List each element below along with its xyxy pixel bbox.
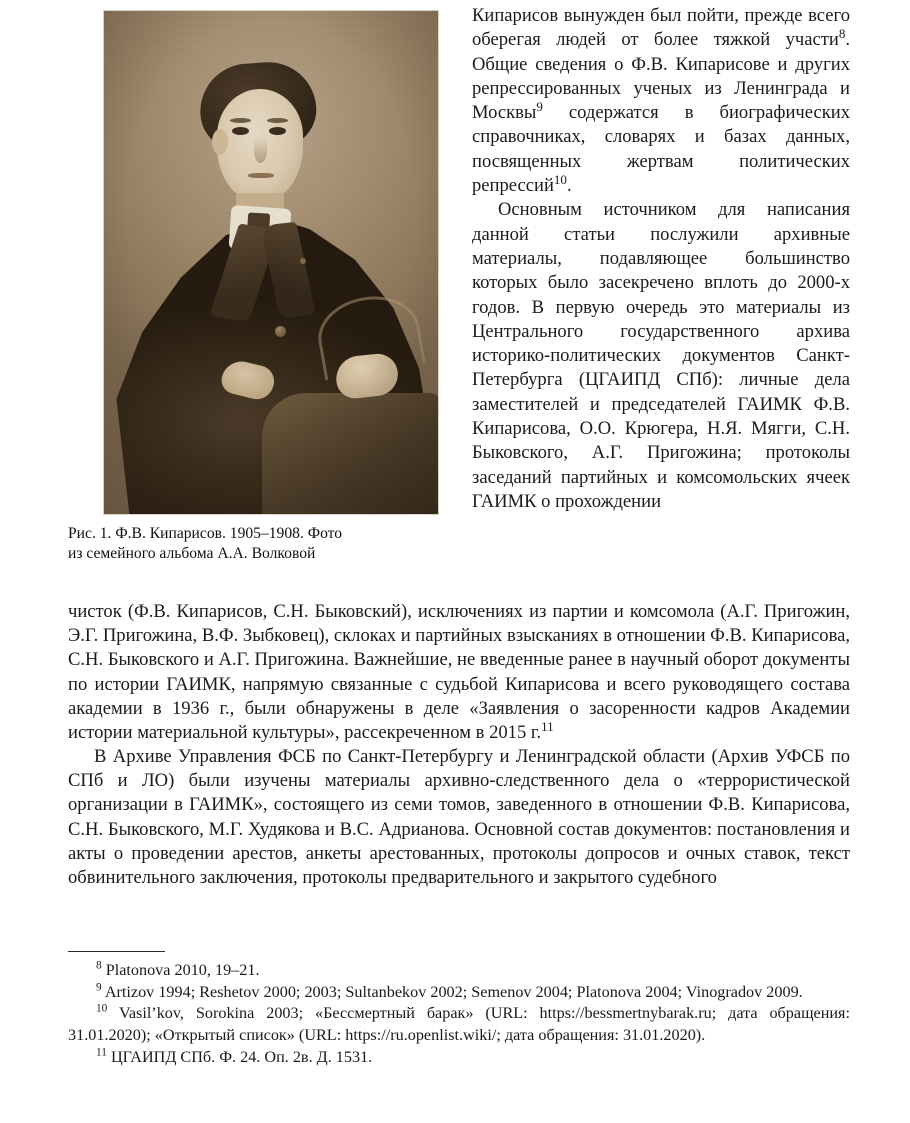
footnote-text: Platonova 2010, 19–21. <box>105 961 260 979</box>
footnote-item <box>68 960 850 982</box>
portrait-photograph <box>103 10 439 515</box>
body-text <box>68 600 850 890</box>
paragraph-4: В Архиве Управления ФСБ по Санкт-Петербургу и Ленинградской области (Архив УФСБ по СПб и ЛО) были изучены материалы архивно-следственного дела о «террористической организации в ГАИМК», состоящего из семи томов, заведенного в отношении Ф.В. Кипарисова, С.Н. Быковского, М.Г. Худякова и В.С. Адрианова. Основной состав документов: постановления и акты о проведении арестов, анкеты арестованных, протоколы допросов и очных ставок, текст обвинительного заключения, протоколы предварительного и закрытого судебного <box>68 746 850 888</box>
footnote-item <box>68 1003 850 1046</box>
footnote-text: ЦГАИПД СПб. Ф. 24. Оп. 2в. Д. 1531. <box>110 1047 373 1066</box>
footnote-ref-9[interactable]: 9 <box>536 99 543 114</box>
top-block <box>68 4 850 566</box>
footnote-text: Vasil’kov, Sorokina 2003; «Бессмертный барак» (URL: https://bessmertnybarak.ru; дата обращения: 31.01.2020); «Открытый список» (URL: https://ru.openlist.wiki/; дата обращения: 31.01.2020). <box>68 1004 850 1044</box>
paragraph-3-text: чисток (Ф.В. Кипарисов, С.Н. Быковский), исключениях из партии и комсомола (А.Г. Пригожин, Э.Г. Пригожина, В.Ф. Зыбковец), склоках и партийных взысканиях в отношении Ф.В. Кипарисова, С.Н. Быковского и А.Г. Пригожина. Важнейшие, не введенные ранее в научный оборот документы по истории ГАИМК, напрямую связанные с судьбой Кипарисова и всего руководящего состава академии в 1936 г., были обнаружены в деле «Заявления о засоренности кадров Академии истории материальной культуры», рассекреченном в 2015 г. <box>68 601 850 743</box>
footnotes-section <box>68 960 850 1068</box>
footnote-number: 9 <box>96 981 102 994</box>
footnote-ref-8[interactable]: 8 <box>838 26 846 42</box>
footnote-number: 8 <box>96 959 102 972</box>
paragraph-2: Основным источником для написания данной статьи послужили архивные материалы, подавляющее большинство которых было засекречено вплоть до 2000-х годов. В первую очередь это материалы из Центрального государственного архива историко-политических документов Санкт-Петербурга (ЦГАИПД СПб): личные дела заместителей и председателей ГАИМК Ф.В. Кипарисова, О.О. Крюгера, Н.Я. Мягги, С.Н. Быковского, А.Г. Пригожина; протоколы заседаний партийных и комсомольских ячеек ГАИМК о прохождении <box>472 199 850 512</box>
paragraph-3 <box>68 600 850 745</box>
footnote-number: 11 <box>96 1046 107 1059</box>
footnote-number: 10 <box>96 1002 108 1015</box>
figure-caption <box>68 524 438 564</box>
footnote-ref-11[interactable]: 11 <box>541 718 554 734</box>
photo-grain-texture <box>104 11 438 514</box>
figure-caption-line-1: Рис. 1. Ф.В. Кипарисов. 1905–1908. Фото <box>68 525 343 542</box>
paragraph-1-part-2: . Общие сведения о Ф.В. Кипарисове и других репрессированных ученых из Ленинграда и Москвы <box>472 29 850 124</box>
footnote-ref-10[interactable]: 10 <box>553 171 567 187</box>
figure-1 <box>68 10 438 564</box>
footnote-separator-rule <box>68 951 165 952</box>
figure-caption-line-2: из семейного альбома А.А. Волковой <box>68 544 316 562</box>
paragraph-1-part-1: Кипарисов вынужден был пойти, прежде всего оберегая людей от более тяжкой участи <box>472 5 850 51</box>
footnote-item <box>68 982 850 1004</box>
paragraph-1-part-3: содержатся в биографических справочниках, словарях и базах данных, посвященных жертвам политических репрессий <box>472 102 850 197</box>
paragraph-1-part-4: . <box>566 175 572 197</box>
footnote-text: Artizov 1994; Reshetov 2000; 2003; Sultanbekov 2002; Semenov 2004; Platonova 2004; Vinogradov 2009. <box>104 982 803 1001</box>
footnote-item <box>68 1047 850 1069</box>
